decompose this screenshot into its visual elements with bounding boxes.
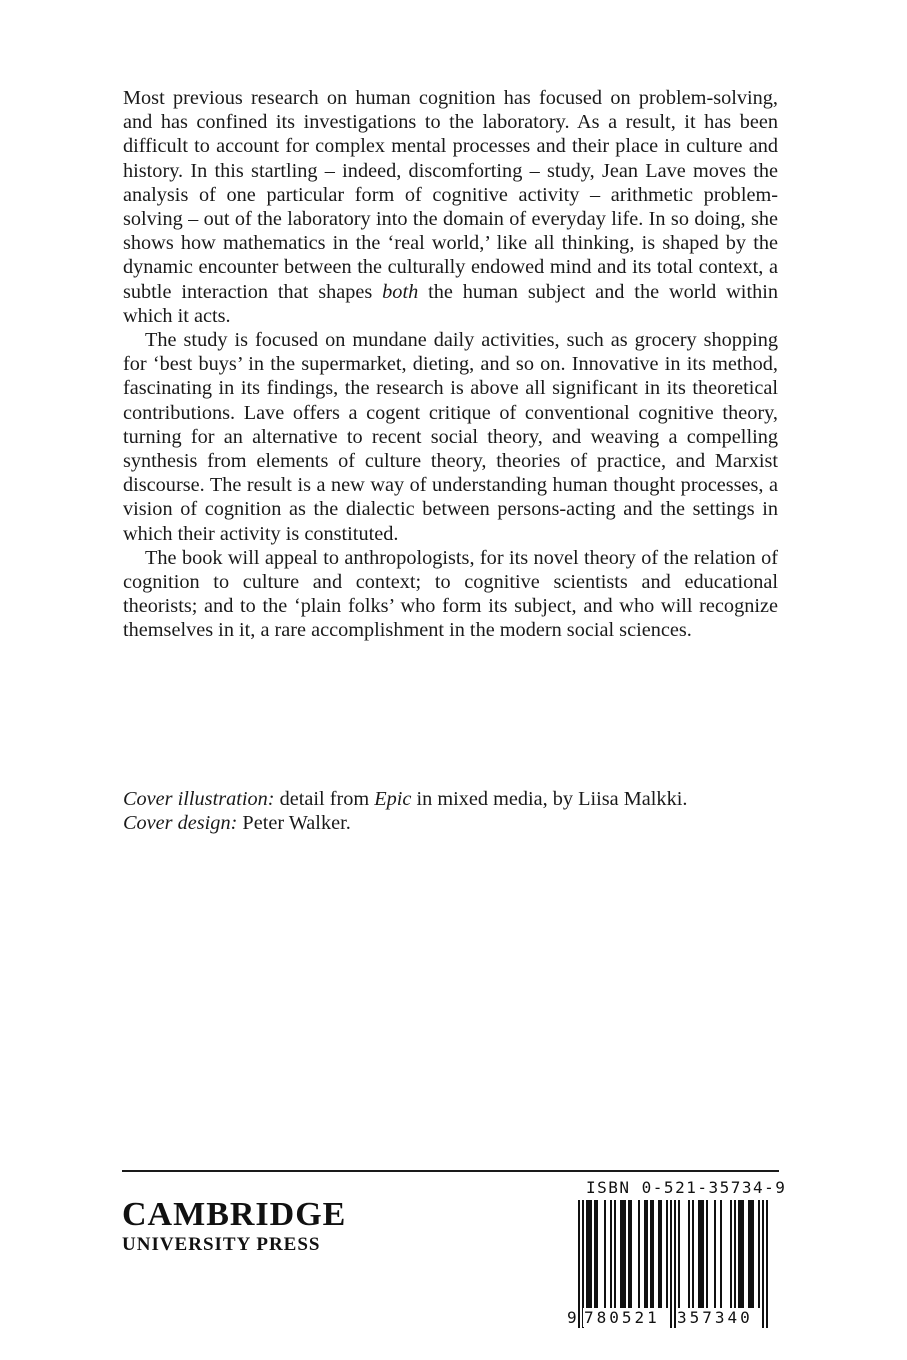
barcode-bar bbox=[750, 1200, 752, 1308]
blurb-paragraph-2: The study is focused on mundane daily activities, such as grocery shopping for ‘best buys’ in the supermarket, dieting, and so on. Innovative in its method, fascinating in its findings, the research is above all significant in its theoretical contributions. Lave offers a cogent critique of conventional cognitive theory, turning for an alternative to recent social theory, and weaving a compelling synthesis from elements of culture theory, theories of practice, and Marxist discourse. The result is a new way of understanding human thought processes, a vision of cognition as the dialectic between persons-acting and the settings in which their activity is constituted. bbox=[123, 329, 778, 545]
barcode-bar bbox=[700, 1200, 702, 1308]
divider-rule bbox=[122, 1170, 779, 1172]
design-credit: Cover design: Peter Walker. bbox=[123, 812, 351, 835]
barcode-bar bbox=[594, 1200, 596, 1308]
barcode-bar bbox=[692, 1200, 694, 1308]
barcode-bar bbox=[766, 1200, 768, 1328]
barcode-left-digits: 780521 bbox=[584, 1308, 660, 1327]
cover-credits bbox=[123, 787, 783, 835]
illustration-credit: Cover illustration: detail from Epic in mixed media, by Liisa Malkki. bbox=[123, 788, 688, 810]
barcode-bar bbox=[646, 1200, 648, 1308]
barcode-bar bbox=[638, 1200, 640, 1308]
barcode-bar bbox=[666, 1200, 668, 1308]
isbn-label: ISBN 0-521-35734-9 bbox=[586, 1178, 787, 1197]
barcode-bar bbox=[758, 1200, 760, 1308]
publisher-subtitle: UNIVERSITY PRESS bbox=[122, 1234, 321, 1255]
barcode-bar bbox=[762, 1200, 764, 1328]
barcode-bar bbox=[720, 1200, 722, 1308]
barcode-bar bbox=[590, 1200, 592, 1308]
barcode-bar bbox=[734, 1200, 736, 1308]
barcode-bar bbox=[614, 1200, 616, 1308]
barcode-bar bbox=[740, 1200, 742, 1308]
barcode-bar bbox=[652, 1200, 654, 1308]
barcode-bar bbox=[678, 1200, 680, 1308]
publisher-name: CAMBRIDGE bbox=[122, 1196, 347, 1233]
barcode-bar bbox=[748, 1200, 750, 1308]
barcode-bar bbox=[730, 1200, 732, 1308]
barcode-bar bbox=[752, 1200, 754, 1308]
barcode-bar bbox=[650, 1200, 652, 1308]
barcode-bar bbox=[630, 1200, 632, 1308]
blurb-paragraph-1: Most previous research on human cognition has focused on problem-solving, and has confined its investigations to the laboratory. As a result, it has been difficult to account for complex mental processes and their place in culture and history. In this startling – indeed, discomforting – study, Jean Lave moves the analysis of one particular form of cognitive activity – arithmetic problem-solving – out of the laboratory into the domain of everyday life. In so doing, she shows how mathematics in the ‘real world,’ like all thinking, is shaped by the dynamic encounter between the culturally endowed mind and its total context, a subtle interaction that shapes both the human subject and the world within which it acts. bbox=[123, 87, 778, 327]
blurb bbox=[123, 86, 778, 643]
barcode-bar bbox=[742, 1200, 744, 1308]
barcode-bar bbox=[670, 1200, 672, 1328]
barcode-bar bbox=[622, 1200, 624, 1308]
barcode-right-digits: 357340 bbox=[677, 1308, 753, 1327]
barcode-bar bbox=[604, 1200, 606, 1308]
barcode-bar bbox=[702, 1200, 704, 1308]
barcode-bar bbox=[698, 1200, 700, 1308]
barcode-bar bbox=[610, 1200, 612, 1308]
barcode-bar bbox=[596, 1200, 598, 1308]
barcode-bar bbox=[706, 1200, 708, 1308]
blurb-paragraph-3: The book will appeal to anthropologists, for its novel theory of the relation of cognition to culture and context; to cognitive scientists and educational theorists; and to the ‘plain folks’ who form its subject, and who will recognize themselves in it, a rare accomplishment in the modern social sciences. bbox=[123, 546, 778, 642]
barcode-bar bbox=[624, 1200, 626, 1308]
publisher-logo bbox=[122, 1196, 346, 1256]
barcode-lead-digit: 9 bbox=[567, 1308, 577, 1327]
barcode-bar bbox=[586, 1200, 588, 1308]
barcode-bar bbox=[588, 1200, 590, 1308]
barcode-bar bbox=[578, 1200, 580, 1328]
barcode-bar bbox=[628, 1200, 630, 1308]
barcode-bar bbox=[620, 1200, 622, 1308]
barcode-bar bbox=[658, 1200, 660, 1308]
barcode-bar bbox=[644, 1200, 646, 1308]
barcode-bar bbox=[688, 1200, 690, 1308]
barcode-bar bbox=[714, 1200, 716, 1308]
barcode-bar bbox=[660, 1200, 662, 1308]
barcode-bar bbox=[738, 1200, 740, 1308]
